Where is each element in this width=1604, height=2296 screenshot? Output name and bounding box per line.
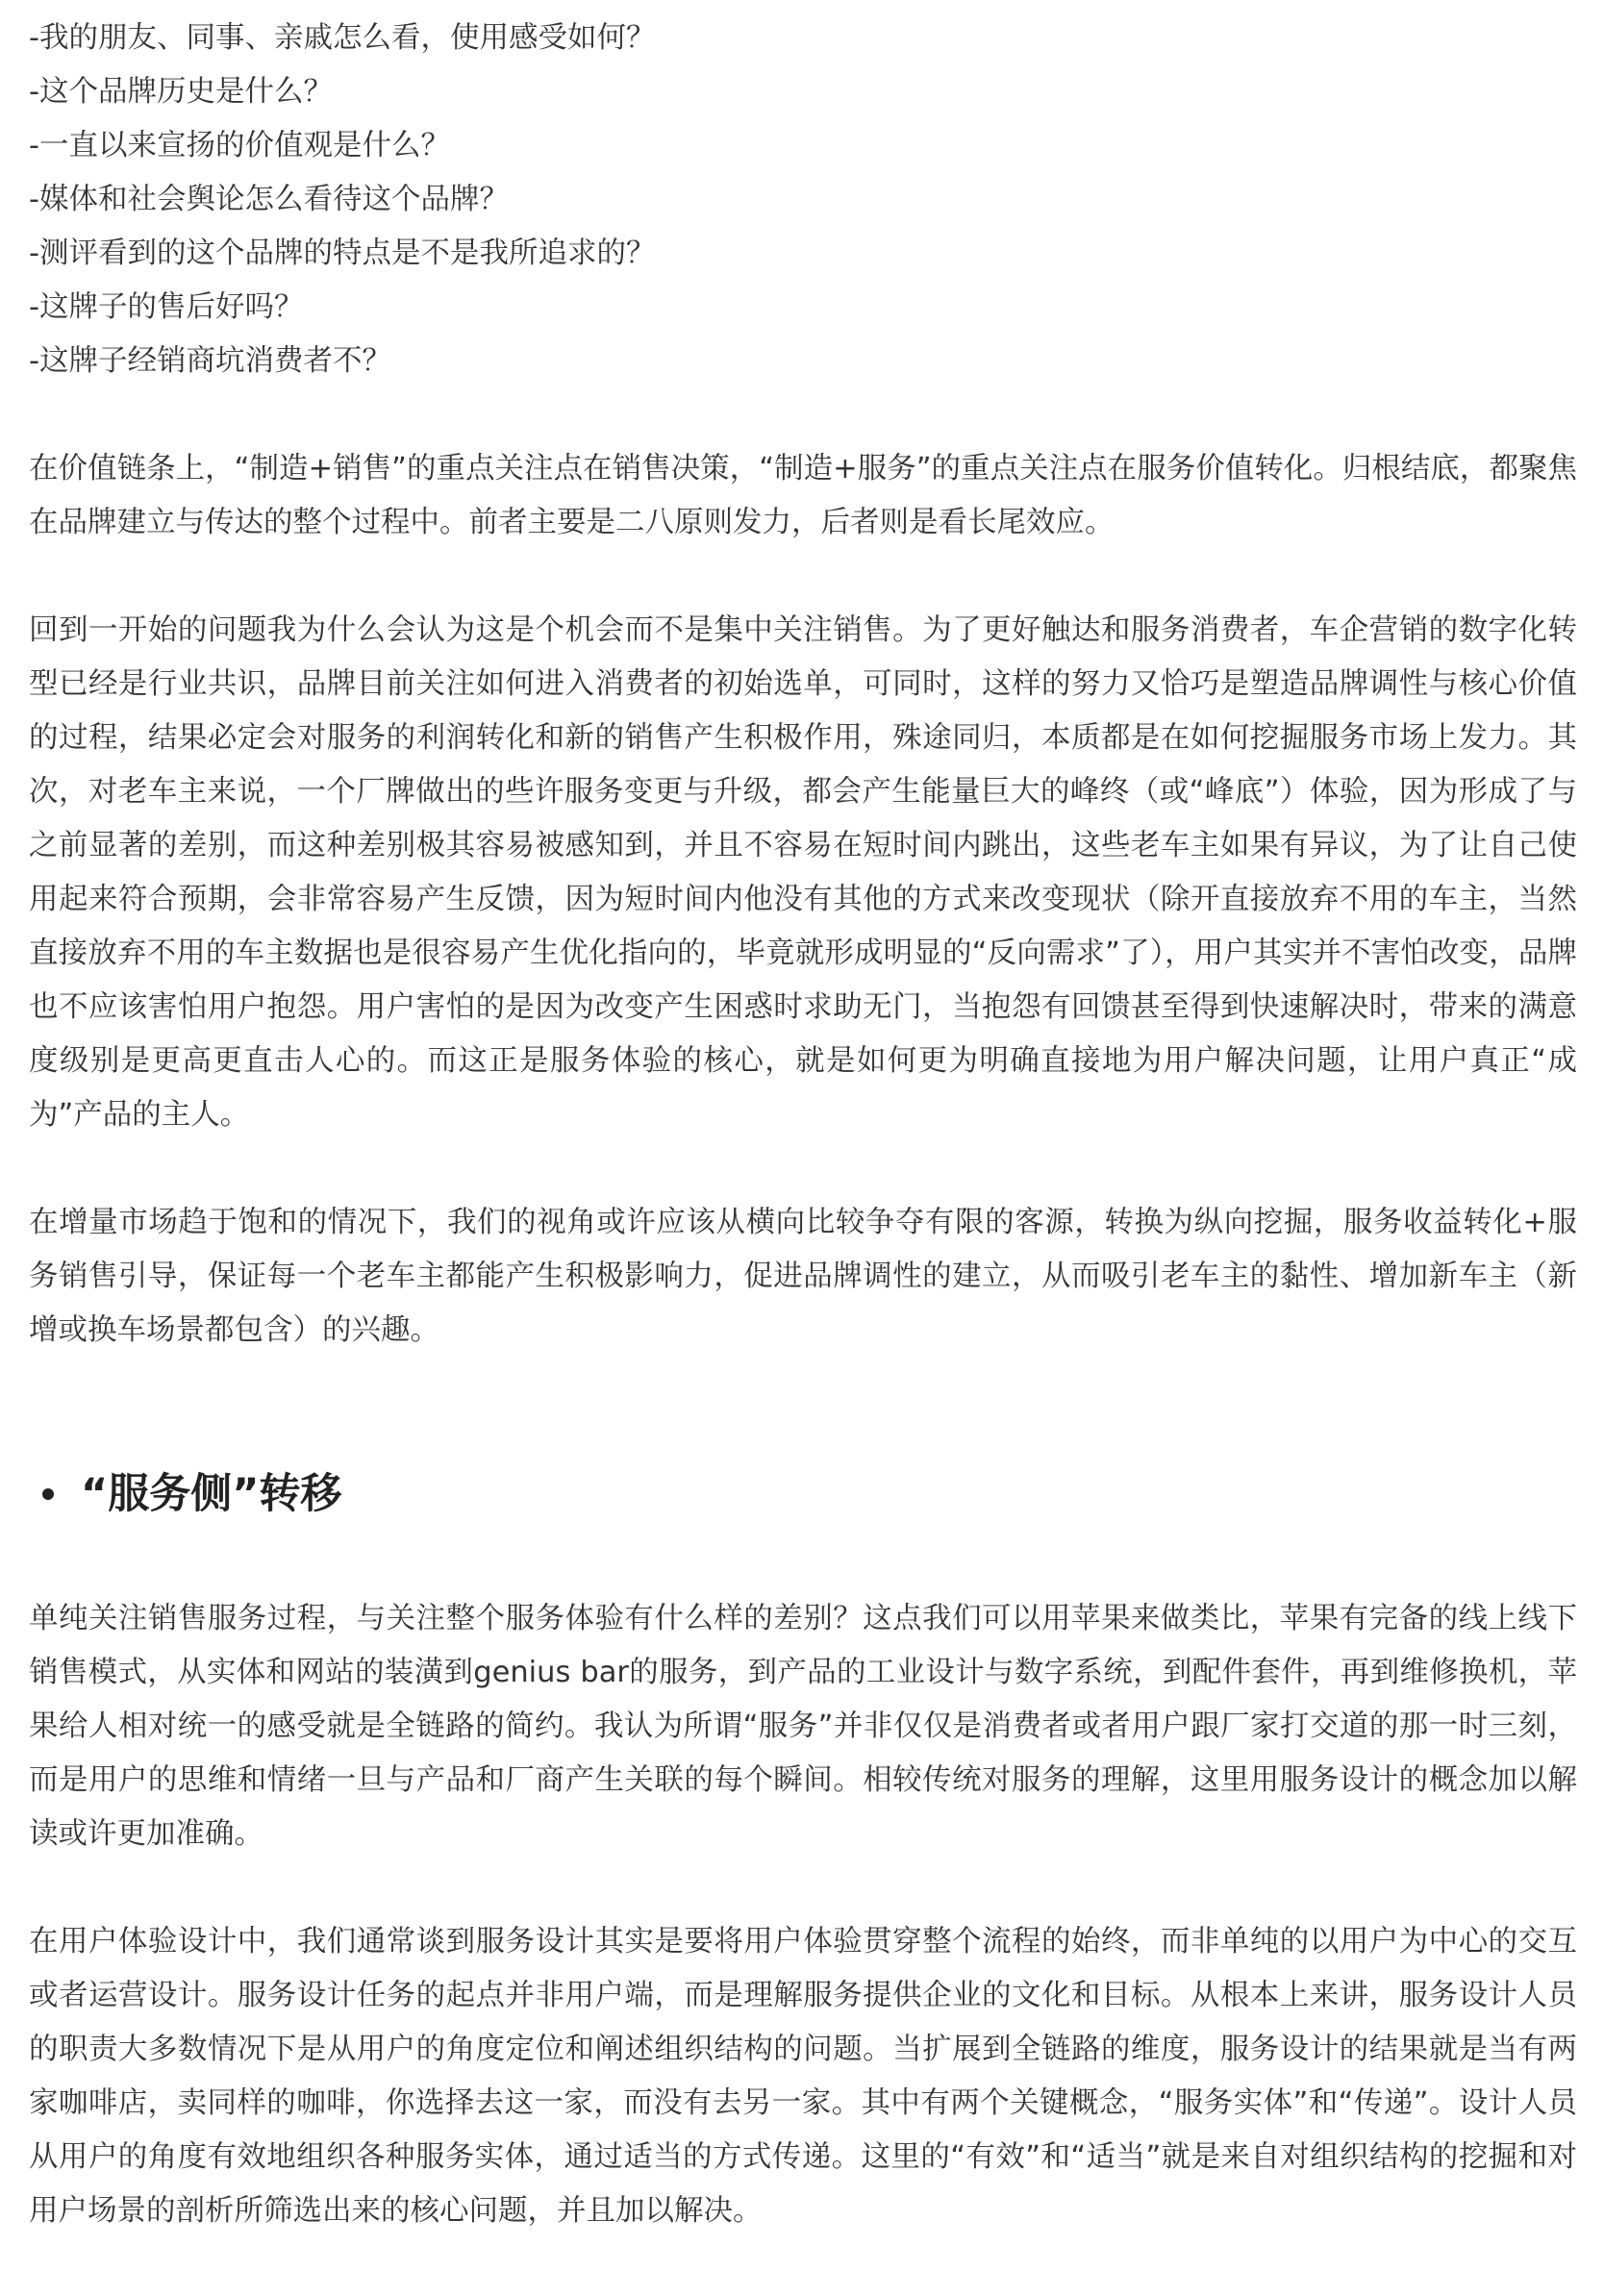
question-list — [29, 12, 1577, 388]
paragraph-opportunity: 回到一开始的问题我为什么会认为这是个机会而不是集中关注销售。为了更好触达和服务消费者，车企营销的数字化转型已经是行业共识，品牌目前关注如何进入消费者的初始选单，可同时，这样的努力又恰巧是塑造品牌调性与核心价值的过程，结果必定会对服务的利润转化和新的销售产生积极作用，殊途同归，本质都是在如何挖掘服务市场上发力。其次，对老车主来说，一个厂牌做出的些许服务变更与升级，都会产生能量巨大的峰终（或“峰底”）体验，因为形成了与之前显著的差别，而这种差别极其容易被感知到，并且不容易在短时间内跳出，这些老车主如果有异议，为了让自己使用起来符合预期，会非常容易产生反馈，因为短时间内他没有其他的方式来改变现状（除开直接放弃不用的车主，当然直接放弃不用的车主数据也是很容易产生优化指向的，毕竟就形成明显的“反向需求”了），用户其实并不害怕改变，品牌也不应该害怕用户抱怨。用户害怕的是因为改变产生困惑时求助无门，当抱怨有回馈甚至得到快速解决时，带来的满意度级别是更高更直击人心的。而这正是服务体验的核心，就是如何更为明确直接地为用户解决问题，让用户真正“成为”产品的主人。 — [29, 613, 1577, 1132]
paragraph-spacer — [29, 388, 1577, 442]
section-heading-text: “服务侧”转移 — [81, 1470, 342, 1518]
section-spacer — [29, 1535, 1577, 1592]
paragraph-apple-analogy: 单纯关注销售服务过程，与关注整个服务体验有什么样的差别？这点我们可以用苹果来做类比，苹果有完备的线上线下销售模式，从实体和网站的装潢到genius bar的服务，到产品的工业设计与数字系统，到配件套件，再到维修换机，苹果给人相对统一的感受就是全链路的简约。我认为所谓“服务”并非仅仅是消费者或者用户跟厂家打交道的那一时三刻，而是用户的思维和情绪一旦与产品和厂商产生关联的每个瞬间。相较传统对服务的理解，这里用服务设计的概念加以解读或许更加准确。 — [29, 1602, 1577, 1851]
section-heading — [29, 1454, 1577, 1535]
paragraph-spacer — [29, 550, 1577, 604]
article-body — [29, 12, 1577, 2238]
paragraph-spacer — [29, 1861, 1577, 1915]
paragraph-market-saturation: 在增量市场趋于饱和的情况下，我们的视角或许应该从横向比较争夺有限的客源，转换为纵向挖掘，服务收益转化+服务销售引导，保证每一个老车主都能产生积极影响力，促进品牌调性的建立，从而吸引老车主的黏性、增加新车主（新增或换车场景都包含）的兴趣。 — [29, 1206, 1577, 1347]
question-item: -媒体和社会舆论怎么看待这个品牌？ — [29, 183, 510, 216]
section-spacer — [29, 1358, 1577, 1454]
question-item: -测评看到的这个品牌的特点是不是我所追求的？ — [29, 237, 656, 270]
question-item: -这个品牌历史是什么？ — [29, 75, 334, 109]
bullet-icon — [42, 1488, 54, 1500]
paragraph-spacer — [29, 1142, 1577, 1196]
paragraph-value-chain: 在价值链条上，“制造+销售”的重点关注点在销售决策，“制造+服务”的重点关注点在服务价值转化。归根结底，都聚焦在品牌建立与传达的整个过程中。前者主要是二八原则发力，后者则是看长尾效应。 — [29, 452, 1577, 539]
paragraph-service-design: 在用户体验设计中，我们通常谈到服务设计其实是要将用户体验贯穿整个流程的始终，而非单纯的以用户为中心的交互或者运营设计。服务设计任务的起点并非用户端，而是理解服务提供企业的文化和目标。从根本上来讲，服务设计人员的职责大多数情况下是从用户的角度定位和阐述组织结构的问题。当扩展到全链路的维度，服务设计的结果就是当有两家咖啡店，卖同样的咖啡，你选择去这一家，而没有去另一家。其中有两个关键概念，“服务实体”和“传递”。设计人员从用户的角度有效地组织各种服务实体，通过适当的方式传递。这里的“有效”和“适当”就是来自对组织结构的挖掘和对用户场景的剖析所筛选出来的核心问题，并且加以解决。 — [29, 1925, 1577, 2228]
question-item: -我的朋友、同事、亲戚怎么看，使用感受如何？ — [29, 21, 656, 55]
question-item: -一直以来宣扬的价值观是什么？ — [29, 129, 451, 162]
question-item: -这牌子的售后好吗？ — [29, 290, 304, 324]
question-item: -这牌子经销商坑消费者不？ — [29, 344, 392, 378]
